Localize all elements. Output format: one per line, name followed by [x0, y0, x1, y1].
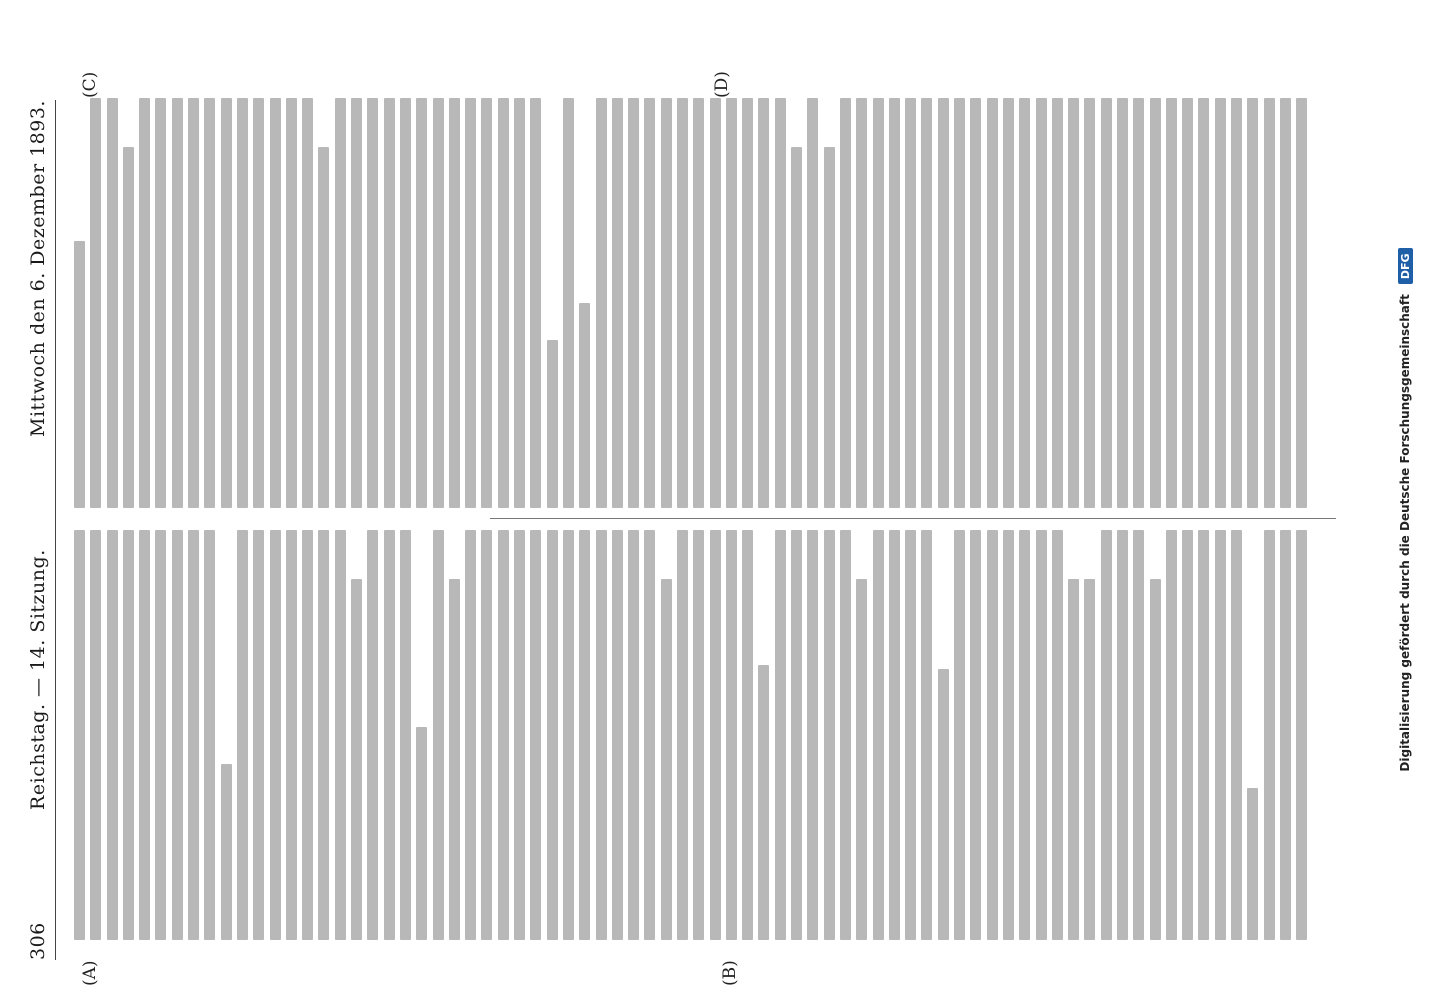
text-line	[1133, 530, 1144, 940]
text-line	[938, 669, 949, 940]
text-column-right	[74, 98, 1336, 508]
session-date: Mittwoch den 6. Dezember 1893.	[27, 100, 49, 437]
text-line	[1019, 530, 1030, 940]
text-line	[726, 98, 737, 508]
text-line	[1084, 579, 1095, 940]
text-line	[1247, 98, 1258, 508]
text-line	[628, 530, 639, 940]
text-line	[530, 530, 541, 940]
text-line	[1182, 98, 1193, 508]
text-line	[498, 530, 509, 940]
text-line	[1052, 530, 1063, 940]
text-line	[1198, 98, 1209, 508]
text-line	[905, 98, 916, 508]
text-line	[351, 579, 362, 940]
text-line	[1264, 530, 1275, 940]
margin-marker-c: (C)	[80, 71, 100, 98]
text-line	[1215, 530, 1226, 940]
text-line	[481, 530, 492, 940]
text-line	[433, 98, 444, 508]
text-line	[90, 530, 101, 940]
text-line	[1068, 98, 1079, 508]
text-line	[873, 530, 884, 940]
text-line	[498, 98, 509, 508]
text-line	[139, 98, 150, 508]
text-line	[1198, 530, 1209, 940]
text-line	[318, 530, 329, 940]
text-line	[710, 530, 721, 940]
text-line	[970, 530, 981, 940]
text-line	[253, 98, 264, 508]
text-line	[644, 530, 655, 940]
text-line	[1117, 530, 1128, 940]
text-line	[758, 98, 769, 508]
text-line	[1215, 98, 1226, 508]
text-line	[1101, 98, 1112, 508]
text-line	[775, 530, 786, 940]
text-line	[1150, 579, 1161, 940]
text-line	[107, 530, 118, 940]
text-line	[661, 579, 672, 940]
text-line	[221, 98, 232, 508]
text-line	[74, 242, 85, 509]
text-line	[400, 530, 411, 940]
text-line	[465, 98, 476, 508]
text-line	[237, 98, 248, 508]
text-line	[775, 98, 786, 508]
text-line	[938, 98, 949, 508]
text-line	[677, 530, 688, 940]
text-line	[1003, 98, 1014, 508]
text-line	[416, 98, 427, 508]
text-line	[1003, 530, 1014, 940]
text-line	[90, 98, 101, 508]
digitization-credit	[1392, 30, 1418, 990]
text-line	[791, 530, 802, 940]
text-line	[824, 147, 835, 508]
text-line	[481, 98, 492, 508]
text-column-left	[74, 530, 1336, 940]
text-line	[221, 764, 232, 940]
text-line	[547, 530, 558, 940]
text-line	[889, 530, 900, 940]
text-line	[416, 727, 427, 940]
text-line	[155, 98, 166, 508]
credit-text: Digitalisierung gefördert durch die Deutsche Forschungsgemeinschaft	[1398, 294, 1412, 772]
text-line	[74, 530, 85, 940]
text-line	[465, 530, 476, 940]
text-line	[970, 98, 981, 508]
text-line	[1264, 98, 1275, 508]
text-line	[987, 530, 998, 940]
text-line	[628, 98, 639, 508]
page-number: 306	[27, 922, 49, 960]
text-line	[856, 98, 867, 508]
text-line	[1052, 98, 1063, 508]
text-line	[384, 98, 395, 508]
text-line	[1036, 530, 1047, 940]
text-line	[1280, 530, 1291, 940]
text-line	[188, 98, 199, 508]
margin-marker-d: (D)	[712, 71, 732, 98]
text-line	[286, 530, 297, 940]
text-line	[1182, 530, 1193, 940]
text-line	[253, 530, 264, 940]
text-line	[1036, 98, 1047, 508]
text-line	[123, 147, 134, 508]
text-line	[954, 98, 965, 508]
text-line	[400, 98, 411, 508]
text-line	[449, 98, 460, 508]
text-line	[188, 530, 199, 940]
text-line	[856, 579, 867, 940]
text-line	[1166, 530, 1177, 940]
text-line	[905, 530, 916, 940]
text-line	[677, 98, 688, 508]
text-line	[270, 98, 281, 508]
text-line	[1247, 788, 1258, 940]
text-line	[596, 98, 607, 508]
text-line	[661, 98, 672, 508]
text-line	[449, 579, 460, 940]
text-line	[579, 303, 590, 508]
text-line	[351, 98, 362, 508]
header-rule	[55, 100, 56, 960]
text-line	[840, 98, 851, 508]
text-line	[286, 98, 297, 508]
text-line	[433, 530, 444, 940]
text-line	[367, 530, 378, 940]
text-line	[579, 530, 590, 940]
text-line	[204, 98, 215, 508]
text-line	[384, 530, 395, 940]
text-line	[596, 530, 607, 940]
text-line	[514, 530, 525, 940]
text-line	[742, 98, 753, 508]
text-line	[921, 98, 932, 508]
text-line	[612, 98, 623, 508]
text-line	[758, 665, 769, 940]
text-line	[1068, 579, 1079, 940]
text-line	[563, 98, 574, 508]
margin-marker-b: (B)	[720, 960, 740, 986]
text-line	[1280, 98, 1291, 508]
text-line	[840, 530, 851, 940]
text-line	[302, 530, 313, 940]
text-line	[921, 530, 932, 940]
text-line	[824, 530, 835, 940]
text-line	[302, 98, 313, 508]
text-line	[612, 530, 623, 940]
text-line	[367, 98, 378, 508]
text-line	[1133, 98, 1144, 508]
text-line	[742, 530, 753, 940]
text-line	[155, 530, 166, 940]
text-line	[807, 98, 818, 508]
text-line	[726, 530, 737, 940]
text-line	[172, 98, 183, 508]
dfg-logo: DFG	[1398, 248, 1413, 284]
text-line	[335, 530, 346, 940]
text-line	[204, 530, 215, 940]
text-line	[1084, 98, 1095, 508]
text-line	[107, 98, 118, 508]
text-line	[987, 98, 998, 508]
text-line	[547, 340, 558, 508]
text-line	[335, 98, 346, 508]
text-line	[889, 98, 900, 508]
text-line	[693, 530, 704, 940]
text-line	[1150, 98, 1161, 508]
text-line	[514, 98, 525, 508]
text-line	[807, 530, 818, 940]
text-line	[139, 530, 150, 940]
text-line	[1231, 530, 1242, 940]
text-line	[172, 530, 183, 940]
text-line	[318, 147, 329, 508]
text-line	[693, 98, 704, 508]
text-line	[530, 98, 541, 508]
text-line	[237, 530, 248, 940]
text-line	[1231, 98, 1242, 508]
text-line	[270, 530, 281, 940]
page-header	[20, 100, 56, 960]
text-line	[1117, 98, 1128, 508]
text-line	[954, 530, 965, 940]
text-line	[710, 98, 721, 508]
text-line	[1101, 530, 1112, 940]
text-line	[791, 147, 802, 508]
text-line	[563, 530, 574, 940]
text-line	[1019, 98, 1030, 508]
column-divider	[490, 518, 1336, 519]
session-title: Reichstag. — 14. Sitzung.	[27, 549, 49, 810]
text-line	[1166, 98, 1177, 508]
margin-marker-a: (A)	[80, 960, 100, 986]
text-line	[1296, 530, 1307, 940]
text-line	[123, 530, 134, 940]
text-line	[644, 98, 655, 508]
text-line	[1296, 98, 1307, 508]
text-line	[873, 98, 884, 508]
